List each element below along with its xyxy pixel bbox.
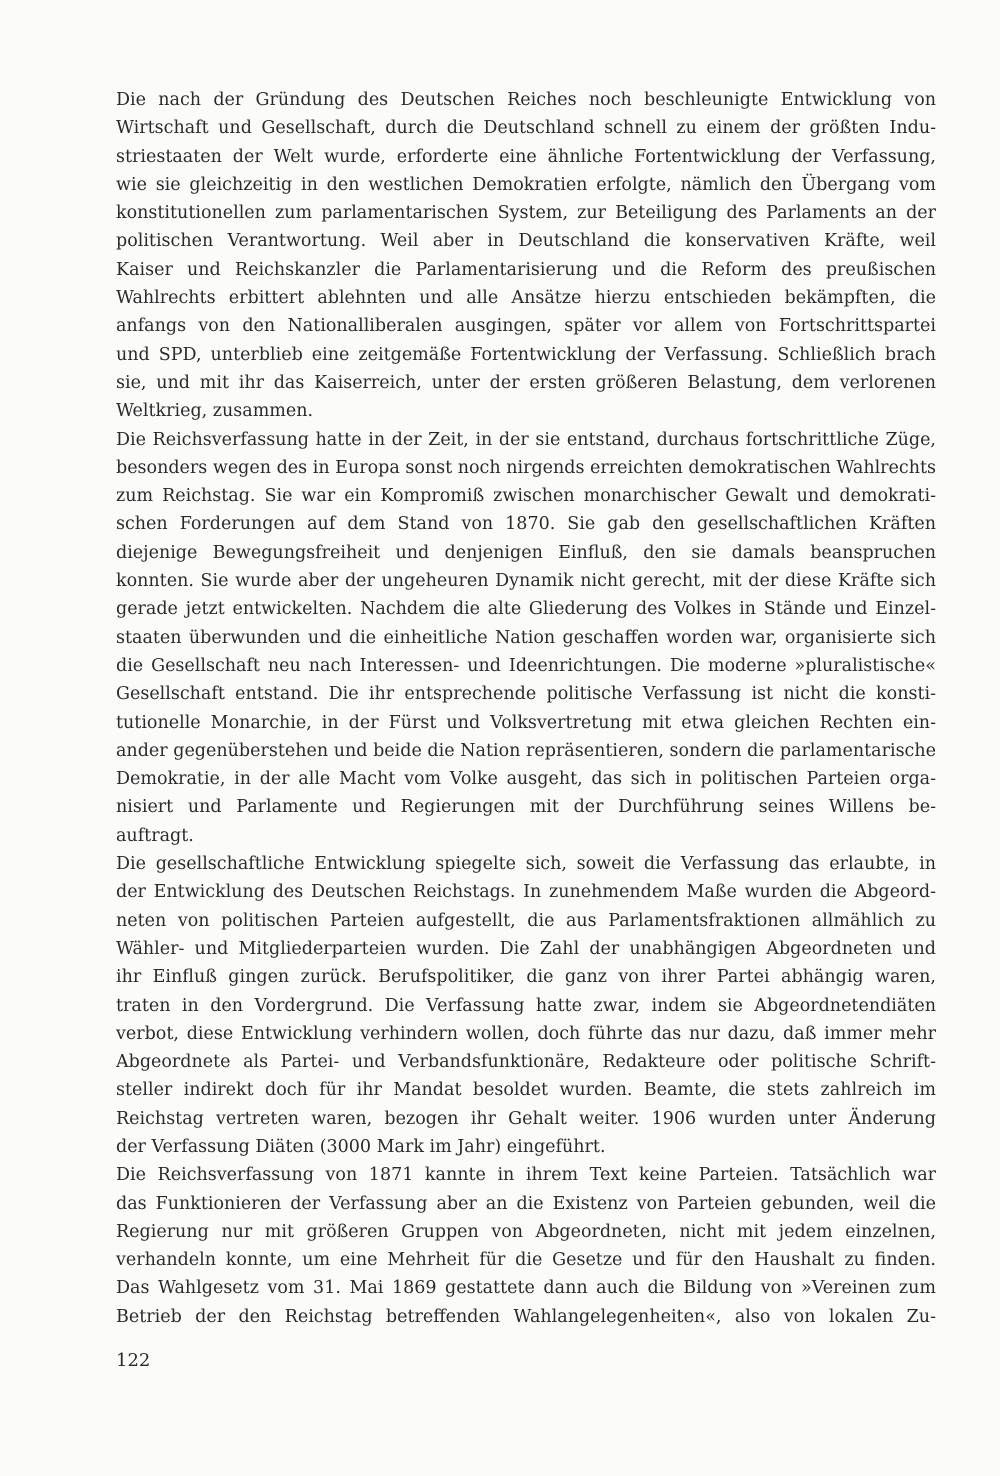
- text-line: Das Wahlgesetz vom 31. Mai 1869 gestattete dann auch die Bildung von »Vereinen zum: [116, 1278, 936, 1299]
- text-line: anfangs von den Nationalliberalen ausgingen, später vor allem von Fortschrittspartei: [116, 316, 936, 337]
- text-line: konnten. Sie wurde aber der ungeheuren Dynamik nicht gerecht, mit der diese Kräfte sich: [116, 571, 936, 592]
- text-line: Weltkrieg, zusammen.: [116, 401, 314, 422]
- text-line: verbot, diese Entwicklung verhindern wollen, doch führte das nur dazu, daß immer mehr: [116, 1023, 936, 1044]
- text-line: das Funktionieren der Verfassung aber an die Existenz von Parteien gebunden, weil die: [116, 1193, 936, 1214]
- text-line: schen Forderungen auf dem Stand von 1870. Sie gab den gesellschaftlichen Kräften: [116, 514, 936, 535]
- text-line: Wähler- und Mitgliederparteien wurden. Die Zahl der unabhängigen Abgeordneten und: [116, 938, 936, 959]
- text-line: nisiert und Parlamente und Regierungen mit der Durchführung seines Willens be-: [116, 797, 936, 818]
- text-line: zum Reichstag. Sie war ein Kompromiß zwischen monarchischer Gewalt und demokrati-: [116, 486, 936, 507]
- text-line: sie, und mit ihr das Kaiserreich, unter der ersten größeren Belastung, dem verlorenen: [116, 372, 936, 393]
- text-line: diejenige Bewegungsfreiheit und denjenigen Einfluß, den sie damals beanspruchen: [116, 542, 936, 563]
- page-number: 122: [116, 1350, 151, 1371]
- text-line: Gesellschaft entstand. Die ihr entsprechende politische Verfassung ist nicht die konsti-: [116, 684, 936, 705]
- text-line: staaten überwunden und die einheitliche Nation geschaffen worden war, organisierte sich: [116, 627, 936, 648]
- text-line: die Gesellschaft neu nach Interessen- und Ideenrichtungen. Die moderne »pluralistische«: [116, 655, 936, 676]
- paragraph: [116, 426, 936, 850]
- text-line: Die gesellschaftliche Entwicklung spiegelte sich, soweit die Verfassung das erlaubte, in: [116, 854, 936, 875]
- text-line: Die Reichsverfassung von 1871 kannte in ihrem Text keine Parteien. Tatsächlich war: [116, 1165, 936, 1186]
- paragraph: [116, 1161, 936, 1331]
- body-text: [116, 86, 936, 1331]
- text-line: Die Reichsverfassung hatte in der Zeit, in der sie entstand, durchaus fortschrittliche Züge,: [116, 429, 936, 450]
- text-line: Abgeordnete als Partei- und Verbandsfunktionäre, Redakteure oder politische Schrift-: [116, 1052, 936, 1073]
- text-line: neten von politischen Parteien aufgestellt, die aus Parlamentsfraktionen allmählich zu: [116, 910, 936, 931]
- text-line: Demokratie, in der alle Macht vom Volke ausgeht, das sich in politischen Parteien orga-: [116, 769, 936, 790]
- text-line: ander gegenüberstehen und beide die Nation repräsentieren, sondern die parlamentarische: [116, 740, 936, 761]
- paragraph: [116, 86, 936, 426]
- text-line: wie sie gleichzeitig in den westlichen Demokratien erfolgte, nämlich den Übergang vom: [116, 174, 936, 195]
- text-line: striestaaten der Welt wurde, erforderte eine ähnliche Fortentwicklung der Verfassung,: [116, 146, 936, 167]
- text-line: Wahlrechts erbittert ablehnten und alle Ansätze hierzu entschieden bekämpften, die: [116, 288, 936, 309]
- text-line: steller indirekt doch für ihr Mandat besoldet wurden. Beamte, die stets zahlreich im: [116, 1080, 936, 1101]
- text-line: der Verfassung Diäten (3000 Mark im Jahr) eingeführt.: [116, 1136, 606, 1157]
- text-line: Reichstag vertreten waren, bezogen ihr Gehalt weiter. 1906 wurden unter Änderung: [116, 1108, 936, 1129]
- paragraph: [116, 850, 936, 1161]
- text-line: besonders wegen des in Europa sonst noch nirgends erreichten demokratischen Wahlrechts: [116, 457, 936, 478]
- text-line: Wirtschaft und Gesellschaft, durch die Deutschland schnell zu einem der größten Indu-: [116, 118, 936, 139]
- text-line: gerade jetzt entwickelten. Nachdem die alte Gliederung des Volkes in Stände und Einzel-: [116, 599, 936, 620]
- text-line: Die nach der Gründung des Deutschen Reiches noch beschleunigte Entwicklung von: [116, 90, 936, 110]
- text-line: Kaiser und Reichskanzler die Parlamentarisierung und die Reform des preußischen: [116, 259, 936, 280]
- text-line: traten in den Vordergrund. Die Verfassung hatte zwar, indem sie Abgeordnetendiäten: [116, 995, 936, 1016]
- text-line: der Entwicklung des Deutschen Reichstags. In zunehmendem Maße wurden die Abgeord-: [116, 882, 936, 903]
- text-line: ihr Einfluß gingen zurück. Berufspolitiker, die ganz von ihrer Partei abhängig waren,: [116, 967, 936, 988]
- text-line: Betrieb der den Reichstag betreffenden Wahlangelegenheiten«, also von lokalen Zu-: [116, 1306, 936, 1327]
- text-line: Regierung nur mit größeren Gruppen von Abgeordneten, nicht mit jedem einzelnen,: [116, 1221, 936, 1242]
- text-line: auftragt.: [116, 825, 194, 846]
- text-line: konstitutionellen zum parlamentarischen System, zur Beteiligung des Parlaments an der: [116, 203, 936, 224]
- text-line: verhandeln konnte, um eine Mehrheit für die Gesetze und für den Haushalt zu finden.: [116, 1250, 936, 1271]
- text-line: tutionelle Monarchie, in der Fürst und Volksvertretung mit etwa gleichen Rechten ein-: [116, 712, 936, 733]
- text-line: politischen Verantwortung. Weil aber in Deutschland die konservativen Kräfte, weil: [116, 231, 936, 252]
- text-line: und SPD, unterblieb eine zeitgemäße Fortentwicklung der Verfassung. Schließlich brach: [116, 344, 936, 365]
